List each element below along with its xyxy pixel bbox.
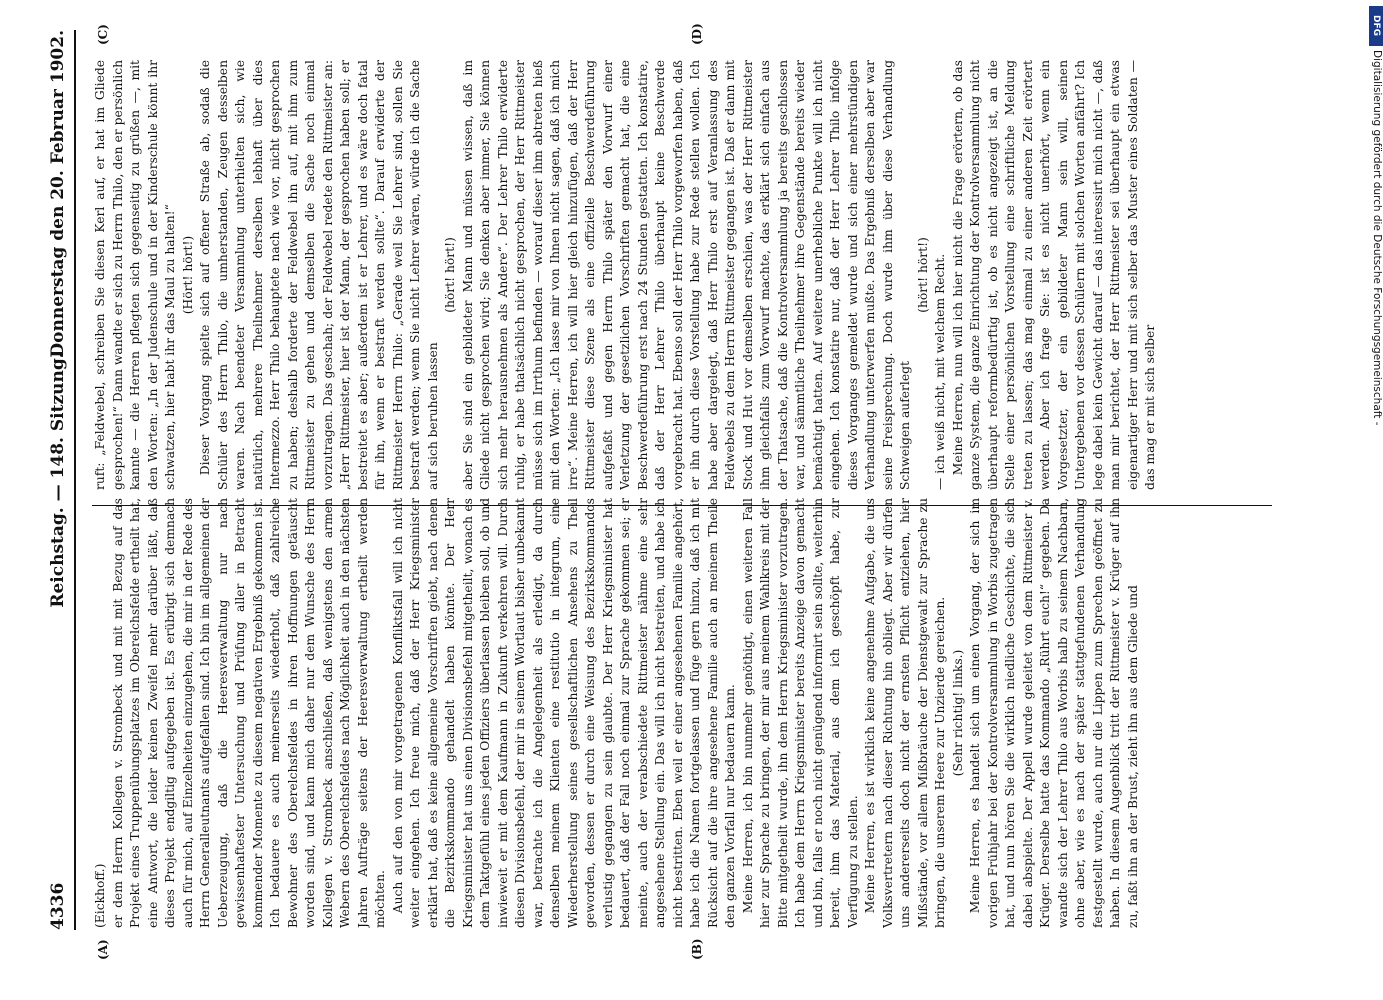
digitization-note: Digitalisierung gefördert durch die Deutsche Forschungsgemeinschaft - (1371, 50, 1383, 426)
paragraph: Dieser Vorgang spielte sich auf offener Straße ab, sodaß die Schüler des Herrn Thilo, die umherstanden, Zeugen desselben waren. Nach beendeter Versammlung unterhielten sich, wie natürlich, mehrere Theilnehmer derselben lebhaft über dies Intermezzo. Herr Thilo behauptete nach wie vor, nicht gesprochen zu haben; deshalb forderte der Feldwebel ihn auf, mit ihm zum Rittmeister zu gehen und demselben die Sache noch einmal vorzutragen. Das geschah; der Feldwebel redete den Rittmeister an: „Herr Rittmeister, hier ist der Mann, der gesprochen haben soll; er bestreitet es aber; außerdem ist er Lehrer, und es wäre doch fatal für ihn, wenn er bestraft werden sollte“. Darauf erwiderte der Rittmeister Herrn Thilo: „Gerade weil Sie Lehrer sind, sollen Sie bestraft werden; wenn Sie nicht Lehrer wären, würde ich die Sache auf sich beruhen lassen (198, 60, 440, 490)
margin-marker-d: (D) (690, 23, 704, 45)
paragraph: Meine Herren, es ist wirklich keine angenehme Aufgabe, die uns Volksvertretern nach dieser Richtung hin obliegt. Aber wir dürfen uns andererseits doch nicht der ernsten Pflicht entziehen, hier Mißstände, vor allem Mißbräuche der Dienstgewalt zur Sprache zu bringen, die unserem Heere zur Unzierde gereichen. (863, 498, 947, 928)
paragraph: Auch auf den von mir vorgetragenen Konfliktsfall will ich nicht weiter eingehen. Ich freue mich, daß der Herr Kriegsminister erklärt hat, daß es keine allgemeine Vorschriften giebt, nach denen die Bezirkskommando gehandelt haben könnte. Der Herr Kriegsminister hat uns einen Divisionsbefehl mitgetheilt, wonach es dem Taktgefühl eines jeden Offiziers überlassen bleiben soll, ob und inwieweit er mit dem Kaufmann in Zukunft verkehren will. Durch diesen Divisionsbefehl, der mir in seinem Wortlaut bisher unbekannt war, betrachte ich die Angelegenheit als erledigt, da durch denselben meinem Klienten eine restitutio in integrum, eine Wiederherstellung seines gesellschaftlichen Ansehens zu Theil geworden, dessen er durch eine Weisung des Bezirkskommandos verlustig gegangen zu sein glaubte. Der Herr Kriegsminister hat bedauert, daß der Fall noch einmal zur Sprache gekommen sei; er meinte, auch der verabschiedete Rittmeister nähme eine sehr angesehene Stellung ein. Das will ich nicht bestreiten, und habe ich nicht bestritten. Eben weil er einer angesehenen Familie angehört, habe ich die Namen fortgelassen und füge gern hinzu, daß ich mit Rücksicht auf die ihre angesehene Familie auch an meinem Theile den ganzen Vorfall nur bedauern kann. (390, 498, 737, 928)
dfg-logo: DFG (1369, 6, 1383, 46)
margin-marker-a: (A) (96, 939, 110, 960)
interjection: (hört! hört!) (443, 237, 457, 313)
paragraph: ruft: „Feldwebel, schreiben Sie diesen Kerl auf, er hat im Gliede gesprochen!“ Dann wandte er sich zu Herrn Thilo, den er persönlich kannte — die Herren pflegten sich gegenseitig zu grüßen —, mit den Worten: „In der Judenschule und in der Kinderschule könnt ihr schwatzen, hier habt ihr das Maul zu halten!“ (93, 60, 177, 490)
paragraph: Meine Herren, es handelt sich um einen Vorgang, der sich im vorigen Frühjahr bei der Kontrolversammlung in Worbis zugetragen hat, und nun hören Sie die wirklich niedliche Geschichte, die sich dabei abspielte. Der Appell wurde geleitet von dem Rittmeister v. Krüger. Derselbe hatte das Kommando „Rührt euch!“ gegeben. Da wandte sich der Lehrer Thilo aus Worbis halb zu seinem Nachbarn, ohne aber, wie es nach der später stattgefundenen Verhandlung festgestellt wurde, auch nur die Lippen zum Sprechen geöffnet zu haben. In diesem Augenblick tritt der Rittmeister v. Krüger auf ihn zu, faßt ihn an der Brust, zieht ihn aus dem Gliede und (968, 498, 1140, 928)
interjection: (hört! hört!) (915, 237, 930, 313)
page-date: Donnerstag den 20. Februar 1902. (48, 30, 68, 358)
page-number: 4336 (48, 882, 68, 930)
column-divider (92, 505, 1272, 506)
paragraph: aber Sie sind ein gebildeter Mann und müssen wissen, daß im Gliede nicht gesprochen wird; Sie denken aber immer, Sie können sich mehr herausnehmen als Andere“. Der Lehrer Thilo erwiderte ruhig, er habe thatsächlich nicht gesprochen, der Herr Rittmeister müsse sich im Irrthum befinden — worauf dieser ihm abtreten hieß mit den Worten: „Ich lasse mir von Ihnen nicht sagen, daß ich mich irre“. Meine Herren, ich will hier gleich hinzufügen, daß der Herr Rittmeister diese Szene als eine offizielle Beschwerdeführung aufgefaßt und gegen Herrn Thilo später den Vorwurf einer Verletzung der gesetzlichen Vorschriften gemacht hat, die eine Beschwerdeführung erst nach 24 Stunden gestatten. Ich konstatire, daß der Herr Lehrer Thilo überhaupt keine Beschwerde vorgebracht hat. Ebenso soll der Herr Thilo vorgeworfen haben, daß er ihn durch diese Vorstellung habe zur Rede stellen wollen. Ich habe aber dargelegt, daß Herr Thilo erst auf Veranlassung des Feldwebels zu dem Herrn Rittmeister gegangen ist. Daß er dann mit Stock und Hut vor demselben erschien, was der Herr Rittmeister ihm gleichfalls zum Vorwurf machte, das erklärt sich einfach aus der Thatsache, daß die Kontrolversammlung ja bereits geschlossen war, und sämmtliche Theilnehmer ihre Gegenstände bereits wieder bemächtigt hatten. Auf weitere unerhebliche Punkte will ich nicht eingehen. Ich konstatire nur, daß der Herr Lehrer Thilo infolge dieses Vorganges gemeldet wurde und sich einer mehrstündigen Verhandlung unterwerfen mußte. Das Ergebniß derselben aber war seine Freisprechung. Doch wurde ihm über diese Verhandlung Schweigen auferlegt (460, 60, 912, 490)
paragraph: Meine Herren, nun will ich hier nicht die Frage erörtern, ob das ganze System, die ganze Einrichtung der Kontrolversammlung nicht überhaupt reformbedürftig ist, ob es nicht angezeigt ist, an die Stelle einer persönlichen Vorstellung eine schriftliche Meldung treten zu lassen; das mag einmal zu einer anderen Zeit erörtert werden. Aber ich frage Sie: ist es nicht unerhört, wenn ein Vorgesetzter, der ein gebildeter Mann sein will, seinen Untergebenen vor dessen Schülern mit solchen Worten anfährt? Ich lege dabei kein Gewicht darauf — das interessirt mich nicht —, daß man mir berichtet, der Herr Rittmeister sei überhaupt ein etwas eigenartiger Herr und mit sich selber das Muster eines Soldaten — das mag er mit sich selber (950, 60, 1157, 490)
page-title: Reichstag. — 148. Sitzung. (48, 352, 68, 608)
paragraph: Meine Herren, ich bin nunmehr genöthigt, einen weiteren Fall hier zur Sprache zu bringen, der mir aus meinem Wahlkreis mit der Bitte mitgetheilt wurde, ihn dem Herrn Kriegsminister vorzutragen. Ich habe dem Herrn Kriegsminister bereits Anzeige davon gemacht und bin, falls er noch nicht genügend informirt sein sollte, weiterhin bereit, ihm das Material, aus dem ich geschöpft habe, zur Verfügung zu stellen. (740, 498, 860, 928)
paragraph: er dem Herrn Kollegen v. Strombeck und mit mit Bezug auf das Projekt eines Truppenübungsplatzes im Oberelchsfelde ertheilt hat, eine Antwort, die leider keinen Zweifel mehr darüber läßt, daß dieses Projekt endgiltig aufgegeben ist. Es erübrigt sich demnach auch für mich, auf Einzelheiten einzugehen, die mir in der Rede des Herrn Generalleutnants aufgefallen sind. Ich bin im allgemeinen der Ueberzeugung, daß die Heeresverwaltung nur nach gewissenhaftester Untersuchung und Prüfung aller in Betracht kommender Momente zu diesem negativen Ergebniß gekommen ist. Ich bedauere es auch meinerseits wiederholt, daß zahlreiche Bewohner des Oberelchsfeldes in ihren Hoffnungen getäuscht worden sind, und kann mich daher nur dem Wunsche des Herrn Kollegen v. Strombeck anschließen, daß wenigstens den armen Webern des Oberelchsfeldes nach Möglichkeit auch in den nächsten Jahren Aufträge seitens der Heeresverwaltung ertheilt werden möchten. (110, 498, 387, 928)
interjection: (Hört! hört!) (180, 235, 195, 315)
margin-marker-c: (C) (96, 24, 110, 45)
interjection: (Sehr richtig! links.) (950, 649, 965, 777)
right-column (92, 60, 1292, 490)
left-column (92, 498, 1292, 928)
page-header (48, 30, 78, 930)
paragraph: — ich weiß nicht, mit welchem Recht. (933, 253, 947, 490)
margin-marker-b: (B) (690, 938, 704, 960)
speaker-name: (Eickhoff.) (93, 863, 107, 928)
header-rule (74, 30, 76, 930)
